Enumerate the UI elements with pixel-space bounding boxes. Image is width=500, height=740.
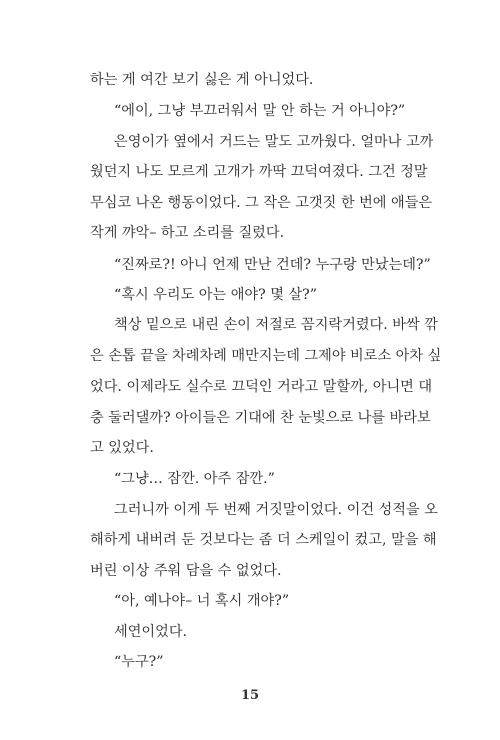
text-line: 그러니까 이게 두 번째 거짓말이었다. 이건 성적을 오: [114, 502, 438, 518]
text-line: “진짜로?! 아니 언제 만난 건데? 누구랑 만났는데?”: [114, 257, 431, 273]
page-number: 15: [240, 688, 260, 703]
text-line: “누구?”: [114, 654, 164, 670]
text-line: 세연이었다.: [114, 624, 188, 640]
text-line: “에이, 그냥 부끄러워서 말 안 하는 거 아니야?”: [114, 103, 406, 119]
text-line: 버린 이상 주워 담을 수 없었다.: [90, 563, 282, 579]
text-line: 책상 밑으로 내린 손이 저절로 꼼지락거렸다. 바싹 깎: [114, 317, 438, 333]
text-line: “혹시 우리도 아는 애야? 몇 살?”: [114, 287, 318, 303]
text-line: 었다. 이제라도 실수로 끄덕인 거라고 말할까, 아니면 대: [90, 379, 433, 395]
text-line: 해하게 내버려 둔 것보다는 좀 더 스케일이 컸고, 말을 해: [90, 532, 437, 548]
text-line: 충 둘러댈까? 아이들은 기대에 찬 눈빛으로 나를 바라보: [90, 410, 431, 426]
text-line: 하는 게 여간 보기 싫은 게 아니었다.: [90, 72, 314, 88]
text-line: 은 손톱 끝을 차례차례 매만지는데 그제야 비로소 아차 싶: [90, 348, 442, 364]
text-line: 웠던지 나도 모르게 고개가 까딱 끄덕여졌다. 그건 정말: [90, 164, 428, 180]
text-line: 작게 꺄악– 하고 소리를 질렀다.: [90, 225, 285, 241]
text-line: 고 있었다.: [90, 440, 154, 456]
text-line: “아, 예나야– 너 혹시 개야?”: [114, 593, 290, 609]
text-line: 은영이가 옆에서 거드는 말도 고까웠다. 얼마나 고까: [114, 134, 434, 150]
text-line: “그냥… 잠깐. 아주 잠깐.”: [114, 471, 275, 487]
text-line: 무심코 나온 행동이었다. 그 작은 고갯짓 한 번에 애들은: [90, 195, 433, 211]
